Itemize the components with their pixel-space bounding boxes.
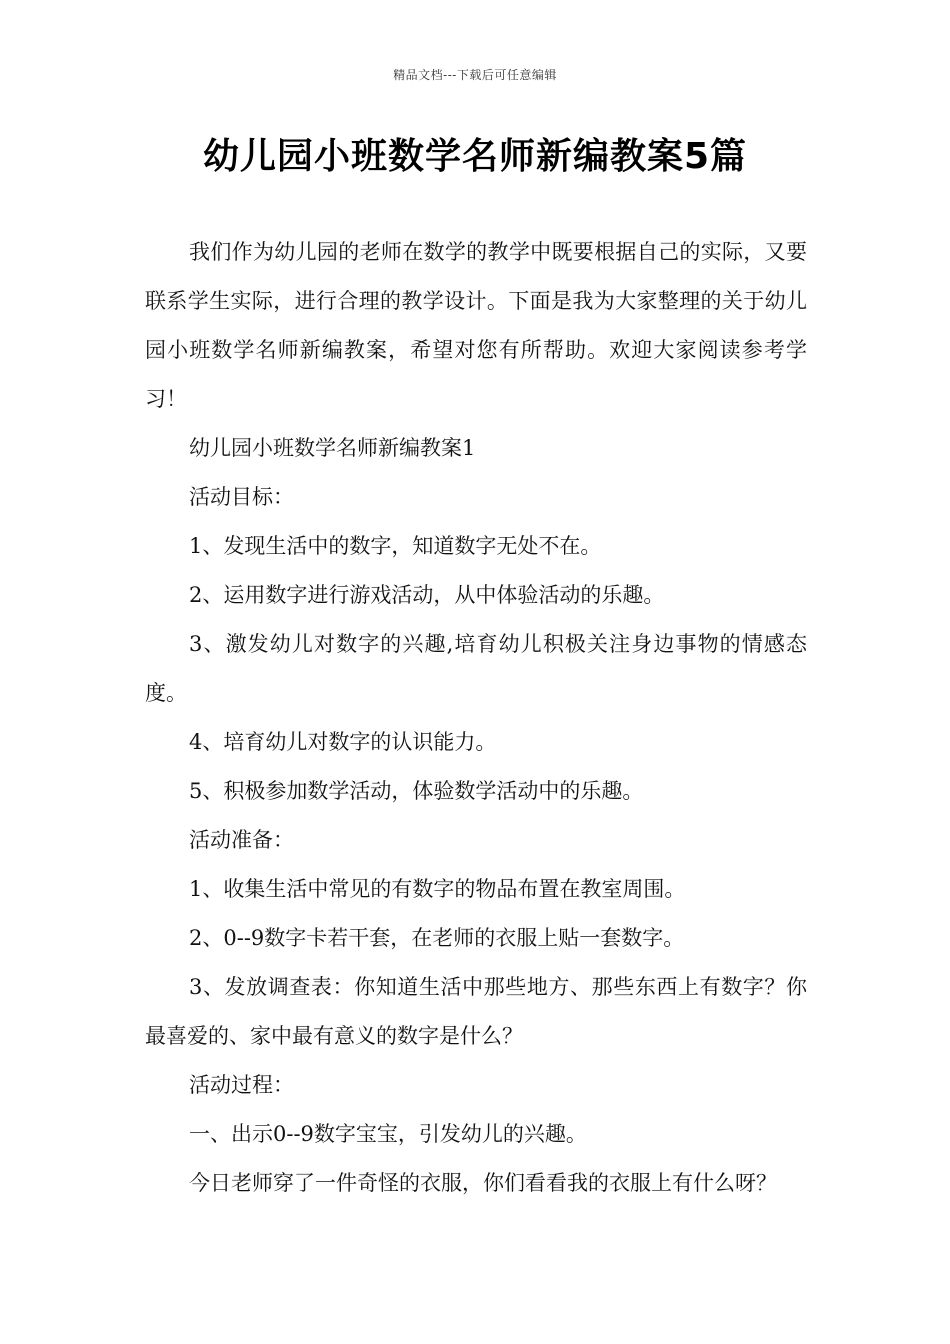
process-text: 今日老师穿了一件奇怪的衣服，你们看看我的衣服上有什么呀？ [189,1171,777,1195]
goal-item-5: 5、积极参加数学活动，体验数学活动中的乐趣。 [189,779,644,803]
preparation-item-2: 2、0--9数字卡若干套，在老师的衣服上贴一套数字。 [189,926,685,950]
goal-item-3: 3、激发幼儿对数字的兴趣,培育幼儿积极关注身边事物的情感态度。 [145,632,807,705]
goal-item-1: 1、发现生活中的数字，知道数字无处不在。 [189,534,602,558]
preparation-item-1: 1、收集生活中常见的有数字的物品布置在教室周围。 [189,877,686,901]
goal-item-4: 4、培育幼儿对数字的认识能力。 [189,730,497,754]
preparation-item-3: 3、发放调查表：你知道生活中那些地方、那些东西上有数字？你最喜爱的、家中最有意义的数字是什么？ [145,975,807,1048]
document-body [145,228,807,1208]
intro-paragraph: 我们作为幼儿园的老师在数学的教学中既要根据自己的实际，又要联系学生实际，进行合理的教学设计。下面是我为大家整理的关于幼儿园小班数学名师新编教案，希望对您有所帮助。欢迎大家阅读参考学习！ [145,240,807,411]
section-heading-preparation: 活动准备： [189,828,294,852]
section-heading-goals: 活动目标： [189,485,294,509]
document-title: 幼儿园小班数学名师新编教案5篇 [202,136,748,177]
goal-item-2: 2、运用数字进行游戏活动，从中体验活动的乐趣。 [189,583,665,607]
process-step-1: 一、出示0--9数字宝宝，引发幼儿的兴趣。 [189,1122,587,1146]
section-heading-process: 活动过程： [189,1073,294,1097]
lesson-heading: 幼儿园小班数学名师新编教案1 [189,436,476,460]
page-header: 精品文档---下载后可任意编辑 [393,68,557,82]
